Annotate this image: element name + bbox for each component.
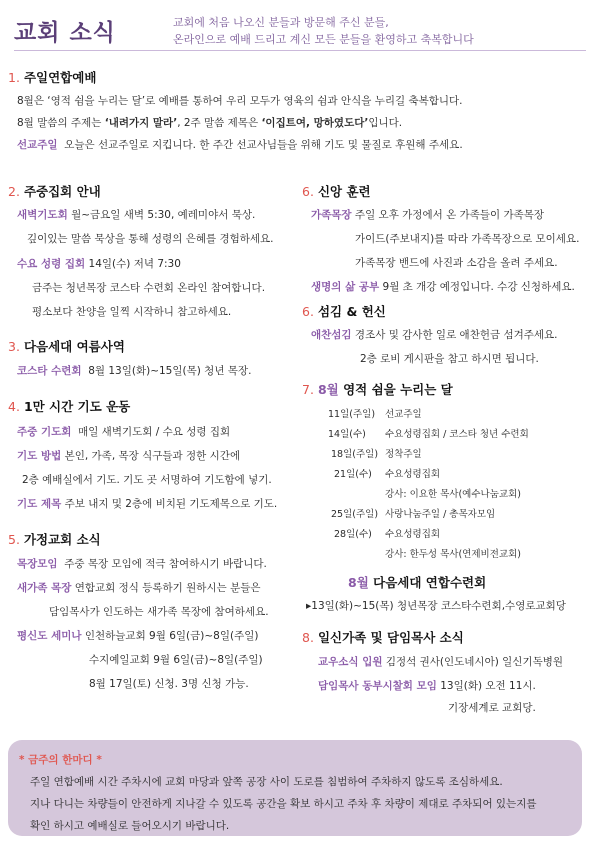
schedule-date: 11일(주일)	[328, 409, 376, 420]
section-1-heading: 1. 주일연합예배	[8, 70, 97, 85]
section-6-item-1-cont2: 가족목장 밴드에 사진과 소감을 올려 주세요.	[355, 257, 558, 269]
section-6b-item-1: 애찬섬김 경조사 및 감사한 일로 애찬헌금 섬겨주세요.	[311, 329, 558, 341]
section-2-item-2: 수요 성령 집회 14일(수) 저녁 7:30	[17, 258, 181, 270]
section-5-item-2-cont: 담임목사가 인도하는 새가족 목장에 참여하세요.	[49, 606, 269, 618]
schedule-event: 수요성령집회 / 코스타 청년 수련회	[385, 429, 529, 440]
page-title: 교회 소식	[14, 20, 116, 46]
section-5-item-2: 새가족 목장 연합교회 정식 등록하기 원하시는 분들은	[17, 582, 261, 594]
section-5-item-3-cont: 수지예일교회 9월 6일(금)~8일(주일)	[89, 654, 263, 666]
section-2-heading: 2. 주중집회 안내	[8, 184, 101, 199]
section-6-item-1: 가족목장 주일 오후 가정에서 온 가족들이 가족목장	[311, 209, 545, 221]
section-6b-item-1-cont: 2층 로비 게시판을 참고 하시면 됩니다.	[360, 353, 539, 365]
section-7-sub-heading: 8월 다음세대 연합수련회	[348, 575, 487, 590]
section-4-heading: 4. 1만 시간 기도 운동	[8, 399, 131, 414]
section-5-heading: 5. 가정교회 소식	[8, 532, 101, 547]
schedule-date: 14일(수)	[328, 429, 366, 440]
section-4-item-1: 주중 기도회 매일 새벽기도회 / 수요 성령 집회	[17, 426, 231, 438]
intro-line-1: 교회에 처음 나오신 분들과 방문해 주신 분들,	[173, 16, 389, 29]
section-5-item-3-cont2: 8월 17일(토) 신청. 3명 신청 가능.	[89, 678, 249, 690]
section-8-item-1: 교우소식 입원 김정석 권사(인도네시아) 일신기독병원	[318, 656, 564, 668]
section-1-line-2: 8월 말씀의 주제는 ‘내려가지 말라’, 2주 말씀 제목은 ‘이집트여, 망하였도다’입니다.	[17, 117, 403, 129]
weekly-note-line-2: 지나 다니는 차량들이 안전하게 지나갈 수 있도록 공간을 확보 하시고 주차 후 차량이 제대로 주차되어 있는지를	[30, 798, 537, 810]
section-6-item-2: 생명의 삶 공부 9월 초 개강 예정입니다. 수강 신청하세요.	[311, 281, 575, 293]
section-6b-heading: 6. 섬김 & 헌신	[302, 304, 386, 319]
section-3-item-1: 코스타 수련회 8월 13일(화)~15일(목) 청년 목장.	[17, 365, 252, 377]
section-4-item-2: 기도 방법 본인, 가족, 목장 식구들과 정한 시간에	[17, 450, 241, 462]
section-1-line-1: 8월은 ‘영적 쉼을 누리는 달’로 예배를 통하여 우리 모두가 영육의 쉼과 안식을 누리길 축복합니다.	[17, 95, 463, 107]
header-divider	[14, 50, 586, 51]
section-2-item-2-cont2: 평소보다 찬양을 일찍 시작하니 참고하세요.	[32, 306, 232, 318]
schedule-event: 정착주일	[385, 449, 422, 460]
section-4-item-2-cont: 2층 예배실에서 기도. 기도 곳 서명하여 기도함에 넣기.	[22, 474, 272, 486]
schedule-event: 사랑나눔주일 / 총목자모임	[385, 509, 496, 520]
schedule-event: 강사: 한두성 목사(연제비전교회)	[385, 549, 521, 560]
section-7-heading: 7. 8월 영적 쉼을 누리는 달	[302, 382, 453, 397]
section-3-heading: 3. 다음세대 여름사역	[8, 339, 125, 354]
section-8-item-2: 담임목사 동부시찰회 모임 13일(화) 오전 11시.	[318, 680, 536, 692]
section-8-item-2-cont: 기장세계로 교회당.	[448, 702, 536, 714]
weekly-note-line-1: 주일 연합예배 시간 주차시에 교회 마당과 앞쪽 공장 사이 도로를 침범하여 주차하지 않도록 조심하세요.	[30, 776, 503, 788]
section-5-item-1: 목장모임 주중 목장 모임에 적극 참여하시기 바랍니다.	[17, 558, 267, 570]
weekly-note-line-3: 확인 하시고 예배실로 들어오시기 바랍니다.	[30, 820, 230, 832]
weekly-note-title: * 금주의 한마디 *	[19, 754, 102, 766]
schedule-date: 18일(주일)	[331, 449, 379, 460]
section-8-heading: 8. 일신가족 및 담임목사 소식	[302, 630, 464, 645]
section-4-item-3: 기도 제목 주보 내지 및 2층에 비치된 기도제목으로 기도.	[17, 498, 278, 510]
section-2-item-1-cont: 깊이있는 말씀 묵상을 통해 성령의 은혜를 경험하세요.	[27, 233, 274, 245]
schedule-event: 수요성령집회	[385, 469, 441, 480]
section-6-item-1-cont: 가이드(주보내지)를 따라 가족목장으로 모이세요.	[355, 233, 580, 245]
section-6-heading: 6. 신앙 훈련	[302, 184, 371, 199]
schedule-event: 강사: 이요한 목사(예수나눔교회)	[385, 489, 521, 500]
schedule-event: 선교주일	[385, 409, 422, 420]
schedule-date: 25일(주일)	[331, 509, 379, 520]
section-7-sub-line: ▸13일(화)~15(목) 청년목장 코스타수련회,수영로교회당	[306, 600, 566, 612]
section-2-item-2-cont: 금주는 청년목장 코스타 수련회 온라인 참여합니다.	[32, 282, 266, 294]
section-1-line-3: 선교주일 오늘은 선교주일로 지킵니다. 한 주간 선교사님들을 위해 기도 및 물질로 후원해 주세요.	[17, 139, 463, 151]
schedule-event: 수요성령집회	[385, 529, 441, 540]
section-2-item-1: 새벽기도회 월~금요일 새벽 5:30, 예레미야서 묵상.	[17, 209, 256, 221]
section-5-item-3: 평신도 세미나 인천하늘교회 9월 6일(금)~8일(주일)	[17, 630, 259, 642]
schedule-date: 21일(수)	[334, 469, 372, 480]
schedule-date: 28일(수)	[334, 529, 372, 540]
intro-line-2: 온라인으로 예배 드리고 계신 모든 분들을 환영하고 축복합니다	[173, 33, 474, 46]
